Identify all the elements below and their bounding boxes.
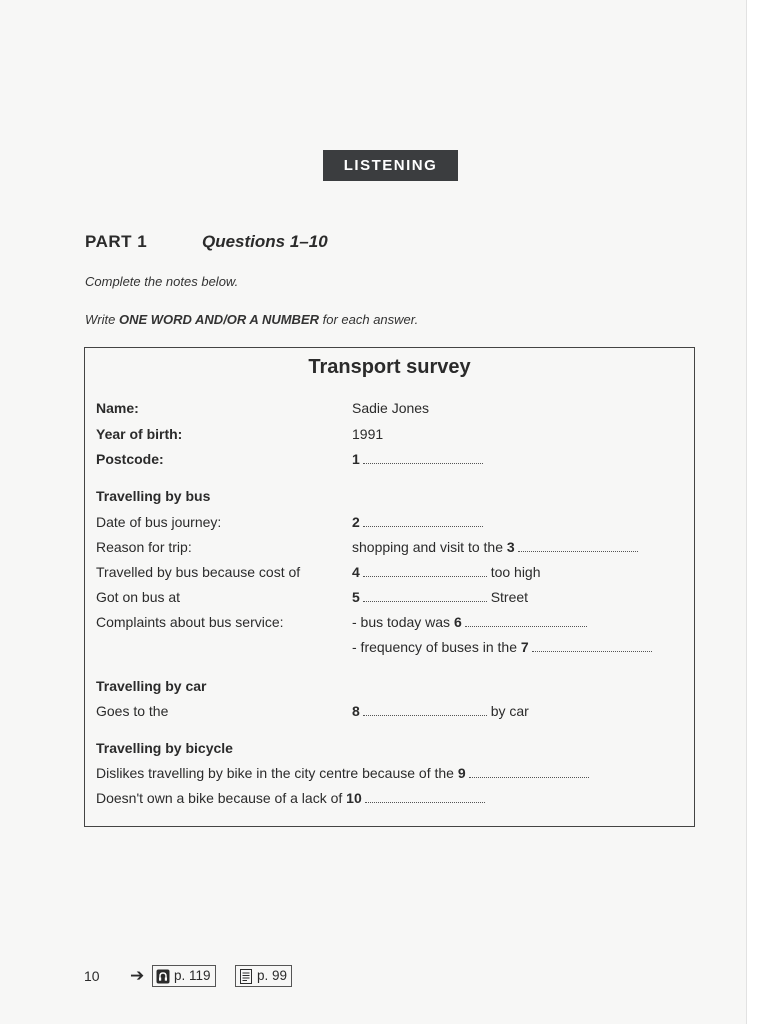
dislike-text: Dislikes travelling by bike in the city centre because of the — [96, 765, 454, 781]
audio-script-reference[interactable] — [152, 965, 216, 987]
goes-label: Goes to the — [96, 703, 169, 719]
instruction-text: Write — [85, 312, 119, 327]
reason-label: Reason for trip: — [96, 539, 192, 555]
answer-blank[interactable] — [365, 792, 485, 803]
answer-key-reference[interactable] — [235, 965, 292, 987]
reason-text: shopping and visit to the — [352, 539, 503, 555]
got-on-label: Got on bus at — [96, 589, 181, 605]
complaint-text: - bus today was — [352, 614, 451, 630]
birth-label: Year of birth: — [96, 426, 183, 442]
question-number: 3 — [506, 539, 515, 555]
birth-value: 1991 — [352, 426, 384, 442]
page-edge — [746, 0, 768, 1024]
answer-blank[interactable] — [363, 453, 483, 464]
answer-blank[interactable] — [518, 541, 638, 552]
answer-blank[interactable] — [363, 516, 483, 527]
question-4-gap[interactable] — [352, 564, 541, 580]
answer-blank[interactable] — [363, 566, 487, 577]
question-number: 2 — [352, 514, 360, 530]
date-label: Date of bus journey: — [96, 514, 222, 530]
question-1-gap[interactable] — [352, 451, 483, 467]
answer-blank[interactable] — [363, 591, 487, 602]
question-number: 1 — [352, 451, 360, 467]
answer-blank[interactable] — [469, 767, 589, 778]
own-text: Doesn't own a bike because of a lack of — [96, 790, 343, 806]
instruction-text: for each answer. — [319, 312, 419, 327]
question-number: 7 — [520, 639, 529, 655]
instruction-emphasis: ONE WORD AND/OR A NUMBER — [118, 312, 319, 327]
question-9-gap[interactable] — [96, 765, 589, 781]
question-number: 5 — [352, 589, 360, 605]
question-5-gap[interactable] — [352, 589, 528, 605]
cost-label: Travelled by bus because cost of — [96, 564, 301, 580]
part-heading: PART 1 — [85, 232, 148, 251]
question-3-gap[interactable] — [352, 539, 638, 555]
instruction-line-2 — [85, 312, 418, 327]
arrow-right-icon: ➔ — [130, 966, 145, 985]
car-heading: Travelling by car — [96, 678, 207, 694]
name-value: Sadie Jones — [352, 400, 430, 416]
question-8-gap[interactable] — [352, 703, 529, 719]
name-label: Name: — [96, 400, 139, 416]
reference-page: p. 99 — [257, 968, 288, 983]
answer-blank[interactable] — [532, 641, 652, 652]
audio-script-icon — [156, 969, 170, 984]
by-car-suffix: by car — [490, 703, 529, 719]
complaint-text: - frequency of buses in the — [352, 639, 517, 655]
answer-key-icon — [239, 969, 253, 984]
question-number: 4 — [352, 564, 360, 580]
section-banner: LISTENING — [323, 150, 458, 181]
question-number: 9 — [457, 765, 466, 781]
question-6-gap[interactable] — [352, 614, 587, 630]
questions-range: Questions 1–10 — [202, 232, 328, 251]
postcode-label: Postcode: — [96, 451, 164, 467]
question-number: 8 — [352, 703, 360, 719]
street-suffix: Street — [490, 589, 529, 605]
cost-suffix: too high — [490, 564, 541, 580]
page-number: 10 — [84, 968, 100, 984]
complaints-label: Complaints about bus service: — [96, 614, 284, 630]
question-7-gap[interactable] — [352, 639, 652, 655]
reference-page: p. 119 — [174, 968, 211, 983]
answer-blank[interactable] — [465, 616, 587, 627]
notes-title: Transport survey — [308, 356, 471, 378]
question-number: 6 — [453, 614, 462, 630]
question-10-gap[interactable] — [96, 790, 485, 806]
question-2-gap[interactable] — [352, 514, 483, 530]
question-number: 10 — [346, 790, 362, 806]
instruction-line-1: Complete the notes below. — [85, 274, 239, 289]
answer-blank[interactable] — [363, 705, 487, 716]
bicycle-heading: Travelling by bicycle — [96, 740, 233, 756]
bus-heading: Travelling by bus — [96, 488, 211, 504]
